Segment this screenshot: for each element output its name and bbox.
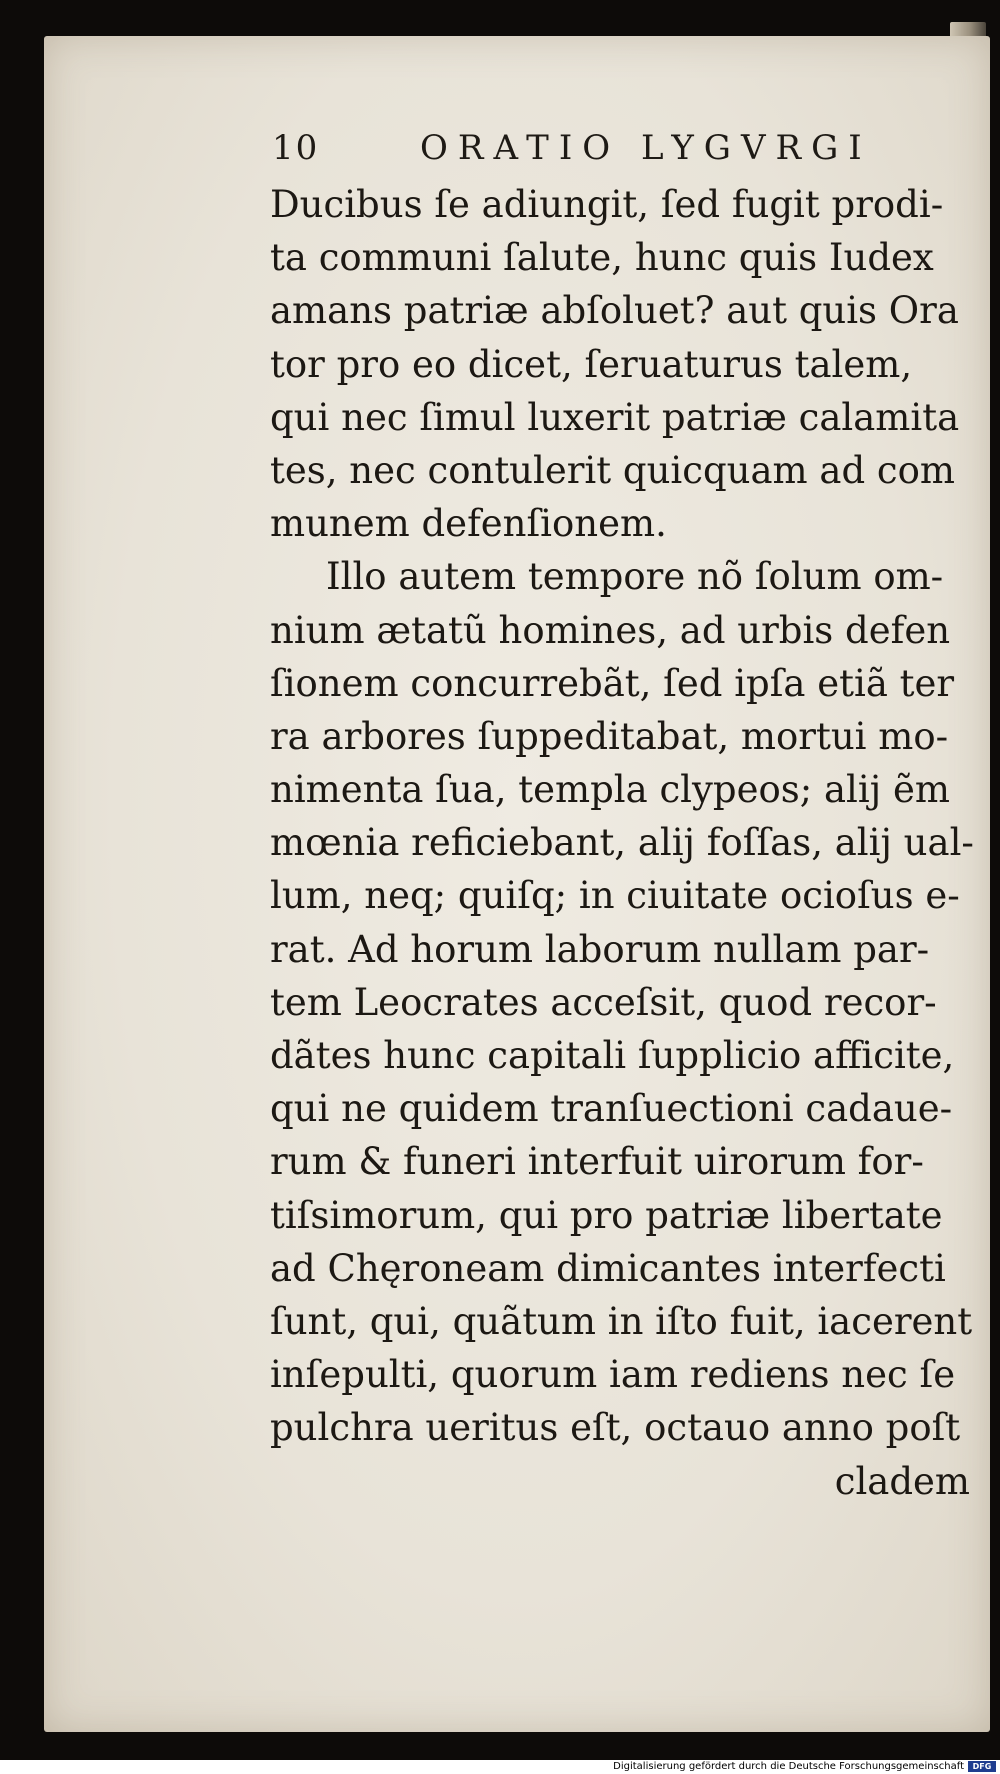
text-line: Ducibus ſe adiungit, ſed fugit prodi- xyxy=(270,183,944,226)
footer-bar xyxy=(0,1760,1000,1774)
text-line: qui ne quidem tranſuectioni cadaue- xyxy=(270,1087,953,1131)
text-line: tes, nec contulerit quicquam ad com xyxy=(270,448,955,492)
text-line: tiſsimorum, qui pro patriæ libertate xyxy=(270,1193,943,1237)
text-line: ta communi ſalute, hunc quis Iudex xyxy=(270,236,934,280)
text-line: ra arbores ſuppeditabat, mortui mo- xyxy=(270,714,949,758)
text-line: inſepulti, quorum iam rediens nec ſe xyxy=(270,1353,956,1397)
text-line: pulchra ueritus eſt, octauo anno poſt xyxy=(270,1406,961,1450)
text-line: rum & funeri interfuit uirorum for- xyxy=(270,1140,924,1184)
dfg-logo-icon: DFG xyxy=(968,1761,996,1772)
text-line: ſunt, qui, quãtum in iſto fuit, iacerent xyxy=(270,1299,973,1343)
text-line: nimenta ſua, templa clypeos; alij ẽm xyxy=(270,768,950,812)
text-line: rat. Ad horum laborum nullam par- xyxy=(270,927,930,971)
running-head xyxy=(272,128,892,174)
text-block xyxy=(270,178,974,1508)
text-line: tem Leocrates acceſsit, quod recor- xyxy=(270,980,937,1024)
page-number: 10 xyxy=(272,128,320,168)
text-line: nium ætatũ homines, ad urbis defen xyxy=(270,608,951,652)
text-line: munem defenſionem. xyxy=(270,502,667,546)
catchword: cladem xyxy=(834,1459,970,1503)
funding-credit: Digitalisierung gefördert durch die Deutsche Forschungsgemeinschaft xyxy=(613,1761,964,1772)
text-line: amans patriæ abſoluet? aut quis Ora xyxy=(270,289,959,333)
text-line: mœnia reficiebant, alij foſſas, alij ual- xyxy=(270,821,974,865)
text-line: qui nec ſimul luxerit patriæ calamita xyxy=(270,395,960,439)
text-line: dãtes hunc capitali ſupplicio afficite, xyxy=(270,1034,955,1077)
text-line-paragraph-start: Illo autem tempore nõ ſolum om- xyxy=(326,555,944,599)
running-title: ORATIO LYGVRGI xyxy=(420,128,872,168)
text-line: ſionem concurrebãt, ſed ipſa etiã ter xyxy=(270,661,955,705)
text-line: ad Chęroneam dimicantes interfecti xyxy=(270,1246,946,1290)
text-line: tor pro eo dicet, ſeruaturus talem, xyxy=(270,342,913,386)
text-line: lum, neq; quiſq; in ciuitate ocioſus e- xyxy=(270,874,960,918)
